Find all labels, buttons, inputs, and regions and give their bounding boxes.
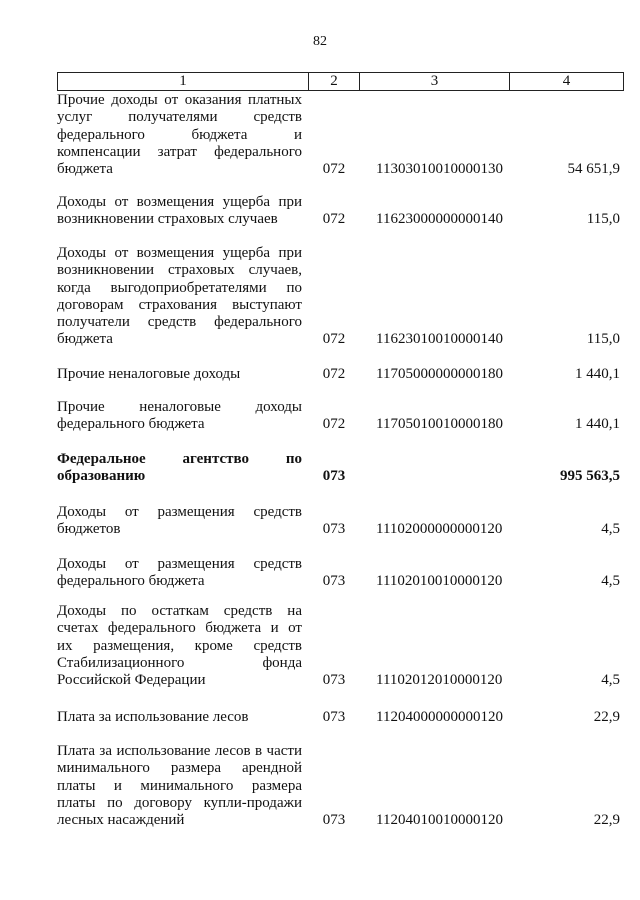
- description-line: Плата за использование лесов в части: [57, 743, 302, 759]
- table-row: [57, 92, 622, 178]
- description-line: федерального бюджета и: [57, 126, 302, 143]
- row-description: [57, 504, 302, 539]
- header-col-2: 2: [309, 73, 360, 90]
- table-row: [57, 451, 622, 486]
- description-line: Прочие неналоговые доходы: [57, 399, 302, 415]
- description-line: лесных насаждений: [57, 812, 185, 829]
- table-row: [57, 709, 622, 726]
- budget-classification-code: 11705010010000180: [376, 416, 503, 433]
- amount: 4,5: [601, 521, 620, 538]
- description-line: услуг получателями средств: [57, 109, 302, 126]
- row-description: [57, 366, 302, 383]
- row-description: [57, 194, 302, 229]
- table-row: [57, 194, 622, 229]
- description-line: бюджета: [57, 331, 113, 348]
- description-line: возникновении страховых случаев,: [57, 262, 302, 279]
- page-number: 82: [313, 34, 327, 49]
- description-line: Прочие неналоговые доходы: [57, 366, 241, 382]
- description-line: бюджета: [57, 161, 113, 178]
- description-line: Доходы от возмещения ущерба при: [57, 194, 302, 210]
- description-line: когда выгодоприобретателями по: [57, 279, 302, 296]
- table-row: [57, 504, 622, 539]
- description-line: компенсации затрат федерального: [57, 143, 302, 160]
- description-line: Доходы по остаткам средств на: [57, 603, 302, 619]
- admin-code: 072: [322, 211, 346, 228]
- amount: 995 563,5: [560, 468, 620, 485]
- row-description: [57, 743, 302, 829]
- description-line: Доходы от размещения средств: [57, 556, 302, 572]
- description-line: договорам страхования выступают: [57, 296, 302, 313]
- amount: 1 440,1: [575, 416, 620, 433]
- amount: 22,9: [593, 709, 620, 725]
- description-line: Прочие доходы от оказания платных: [57, 92, 302, 108]
- header-col-4: 4: [562, 73, 571, 89]
- description-line: Плата за использование лесов: [57, 709, 249, 725]
- budget-classification-code: 11102000000000120: [376, 521, 503, 538]
- description-line: минимального размера арендной: [57, 760, 302, 777]
- row-description: [57, 603, 302, 689]
- description-line: возникновении страховых случаев: [57, 211, 278, 228]
- admin-code: 072: [322, 161, 346, 178]
- budget-classification-code: 11623000000000140: [376, 211, 503, 228]
- description-line: платы и минимального размера: [57, 777, 302, 794]
- admin-code: 073: [322, 709, 346, 725]
- budget-classification-code: 11303010010000130: [376, 161, 503, 178]
- admin-code: 072: [322, 366, 346, 382]
- budget-classification-code: 11102012010000120: [376, 672, 503, 689]
- description-line: Российской Федерации: [57, 672, 206, 689]
- header-col-3: 3: [360, 73, 510, 90]
- amount: 1 440,1: [575, 366, 620, 382]
- budget-classification-code: 11204010010000120: [376, 812, 503, 829]
- budget-classification-code: 11705000000000180: [376, 366, 503, 382]
- description-line: Доходы от возмещения ущерба при: [57, 245, 302, 261]
- admin-code: 073: [322, 521, 346, 538]
- table-header: [57, 72, 624, 91]
- amount: 115,0: [586, 331, 620, 348]
- table-row: [57, 556, 622, 591]
- description-line: их размещения, кроме средств: [57, 637, 302, 654]
- description-line: счетах федерального бюджета и от: [57, 620, 302, 637]
- amount: 54 651,9: [567, 161, 620, 178]
- amount: 115,0: [586, 211, 620, 228]
- description-line: бюджетов: [57, 521, 121, 538]
- amount: 4,5: [601, 672, 620, 689]
- description-line: получатели средств федерального: [57, 314, 302, 331]
- admin-code: 073: [322, 672, 346, 689]
- budget-classification-code: 11102010010000120: [376, 573, 503, 590]
- budget-classification-code: 11204000000000120: [376, 709, 503, 725]
- admin-code: 072: [322, 331, 346, 348]
- row-description: [57, 245, 302, 349]
- description-line: Доходы от размещения средств: [57, 504, 302, 520]
- admin-code: 073: [322, 468, 346, 485]
- description-line: платы по договору купли-продажи: [57, 794, 302, 811]
- table-row: [57, 399, 622, 434]
- description-line: Стабилизационного фонда: [57, 654, 302, 671]
- description-line: Федеральное агентство по: [57, 451, 302, 467]
- admin-code: 073: [322, 573, 346, 590]
- amount: 4,5: [601, 573, 620, 590]
- table-row: [57, 743, 622, 829]
- row-description: [57, 451, 302, 486]
- admin-code: 072: [322, 416, 346, 433]
- row-description: [57, 399, 302, 434]
- header-col-1: 1: [58, 73, 309, 90]
- admin-code: 073: [322, 812, 346, 829]
- amount: 22,9: [593, 812, 620, 829]
- description-line: федерального бюджета: [57, 416, 205, 433]
- description-line: образованию: [57, 468, 146, 485]
- row-description: [57, 709, 302, 726]
- table-row: [57, 603, 622, 689]
- budget-classification-code: 11623010010000140: [376, 331, 503, 348]
- description-line: федерального бюджета: [57, 573, 205, 590]
- row-description: [57, 92, 302, 178]
- table-row: [57, 245, 622, 349]
- table-row: [57, 366, 622, 383]
- row-description: [57, 556, 302, 591]
